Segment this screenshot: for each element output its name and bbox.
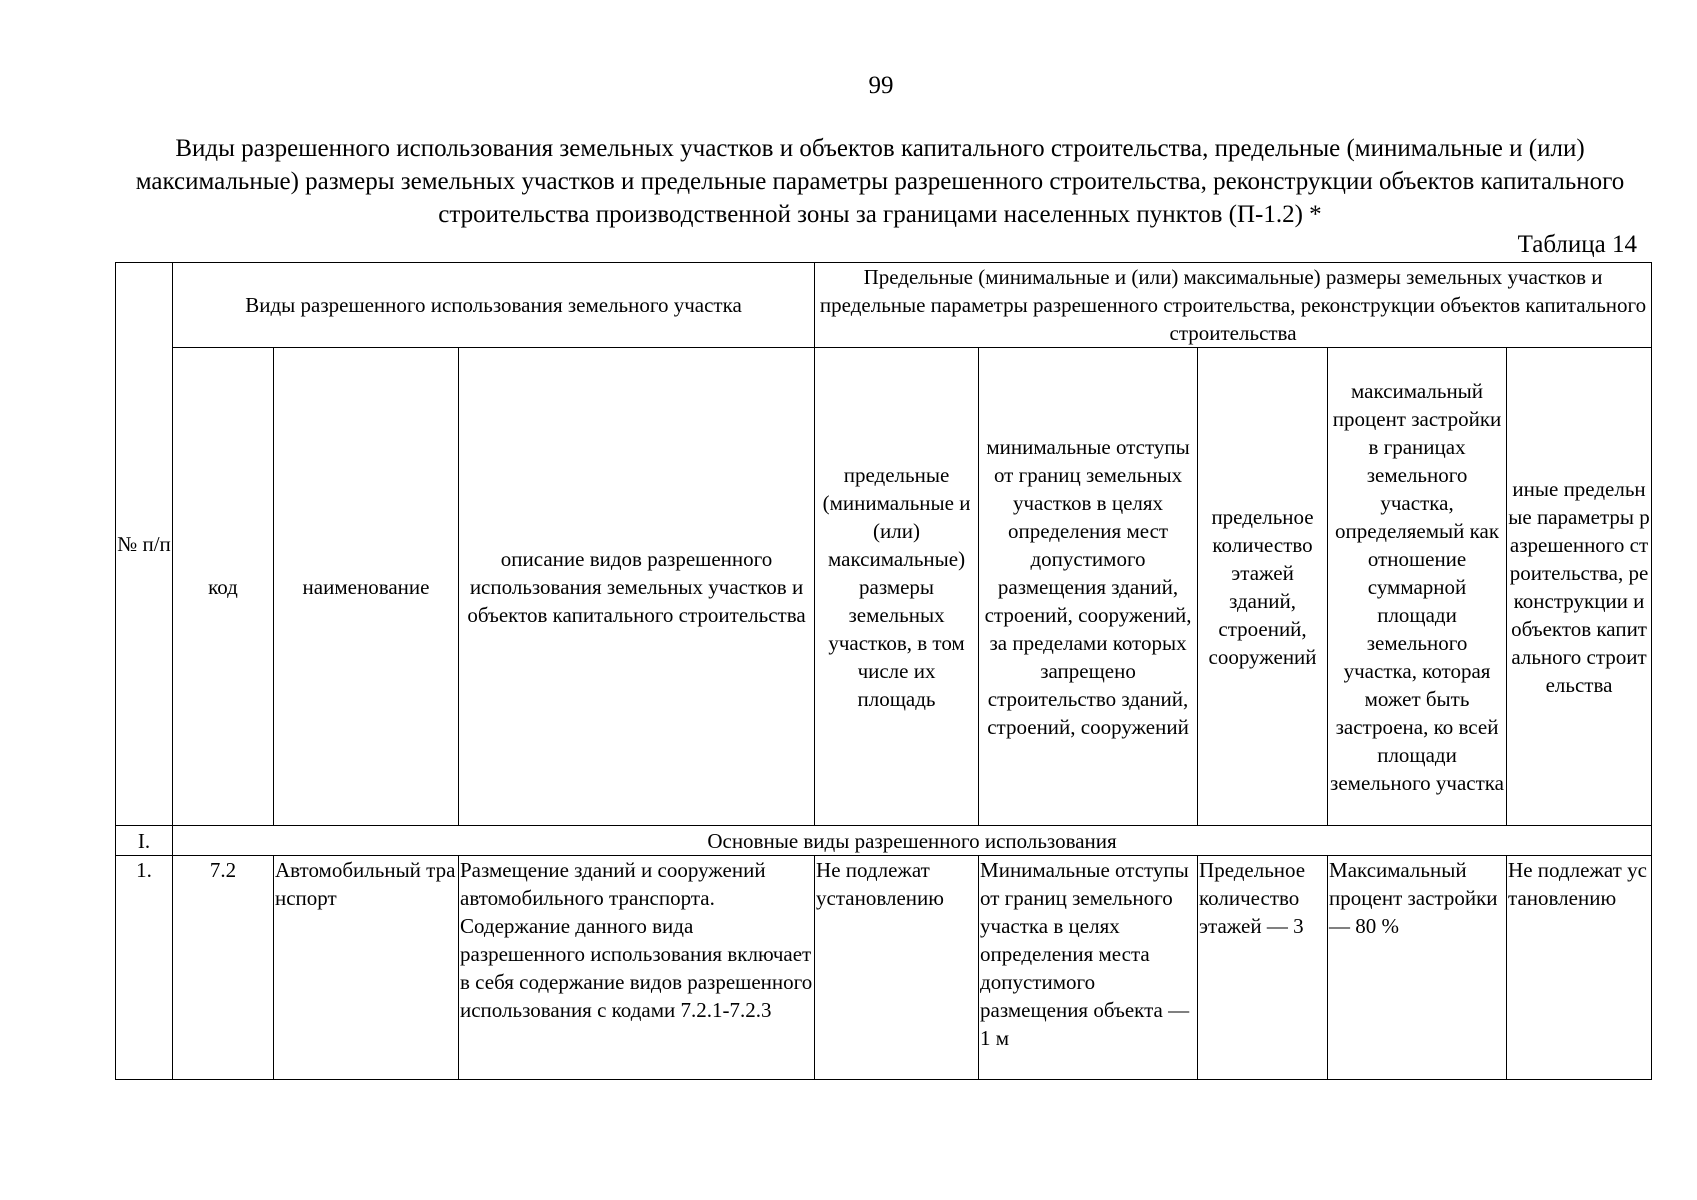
row-other: Не подлежат установлению <box>1507 856 1652 1080</box>
header-other: иные предельные параметры разрешенного строительства, реконструкции и объектов капитального строительства <box>1507 348 1652 826</box>
header-row-columns <box>116 348 1652 826</box>
row-setbacks: Минимальные отступы от границ земельного участка в целях определения места допустимого размещения объекта — 1 м <box>979 856 1198 1080</box>
page-number: 99 <box>868 72 894 99</box>
table-caption: Таблица 14 <box>1517 231 1637 258</box>
header-row-group <box>116 263 1652 348</box>
header-group-params: Предельные (минимальные и (или) максимальные) размеры земельных участков и предельные параметры разрешенного строительства, реконструкции объектов капитального строительства <box>815 263 1652 348</box>
section-num: I. <box>116 826 173 856</box>
header-floors: предельное количество этажей зданий, строений, сооружений <box>1198 348 1328 826</box>
header-name: наименование <box>274 348 459 826</box>
row-coverage: Максимальный процент застройки — 80 % <box>1328 856 1507 1080</box>
header-setbacks: минимальные отступы от границ земельных участков в целях определения мест допустимого размещения зданий, строений, сооружений, за пределами которых запрещено строительство зданий, строений, сооружений <box>979 348 1198 826</box>
header-group-use: Виды разрешенного использования земельного участка <box>173 263 815 348</box>
document-title: Виды разрешенного использования земельных участков и объектов капитального строительства, предельные (минимальные и (или) максимальные) размеры земельных участков и предельные параметры разрешенного строительства, реконструкции объектов капитального строительства производственной зоны за границами населенных пунктов (П-1.2) * <box>135 135 1625 228</box>
header-num: № п/п <box>116 263 173 826</box>
row-description: Размещение зданий и сооружений автомобильного транспорта. Содержание данного вида разрешенного использования включает в себя содержание видов разрешенного использования с кодами 7.2.1-7.2.3 <box>459 856 815 1080</box>
table-row <box>116 856 1652 1080</box>
header-size: предельные (минимальные и (или) максимальные) размеры земельных участков, в том числе их площадь <box>815 348 979 826</box>
header-code: код <box>173 348 274 826</box>
header-coverage: максимальный процент застройки в границах земельного участка, определяемый как отношение суммарной площади земельного участка, которая может быть застроена, ко всей площади земельного участка <box>1328 348 1507 826</box>
section-title: Основные виды разрешенного использования <box>173 826 1652 856</box>
row-num: 1. <box>116 856 173 1080</box>
row-floors: Предельное количество этажей — 3 <box>1198 856 1328 1080</box>
row-code: 7.2 <box>173 856 274 1080</box>
row-size: Не подлежат установлению <box>815 856 979 1080</box>
section-row <box>116 826 1652 856</box>
row-name: Автомобильный транспорт <box>274 856 459 1080</box>
header-description: описание видов разрешенного использования земельных участков и объектов капитального строительства <box>459 348 815 826</box>
parameters-table <box>115 262 1652 1080</box>
